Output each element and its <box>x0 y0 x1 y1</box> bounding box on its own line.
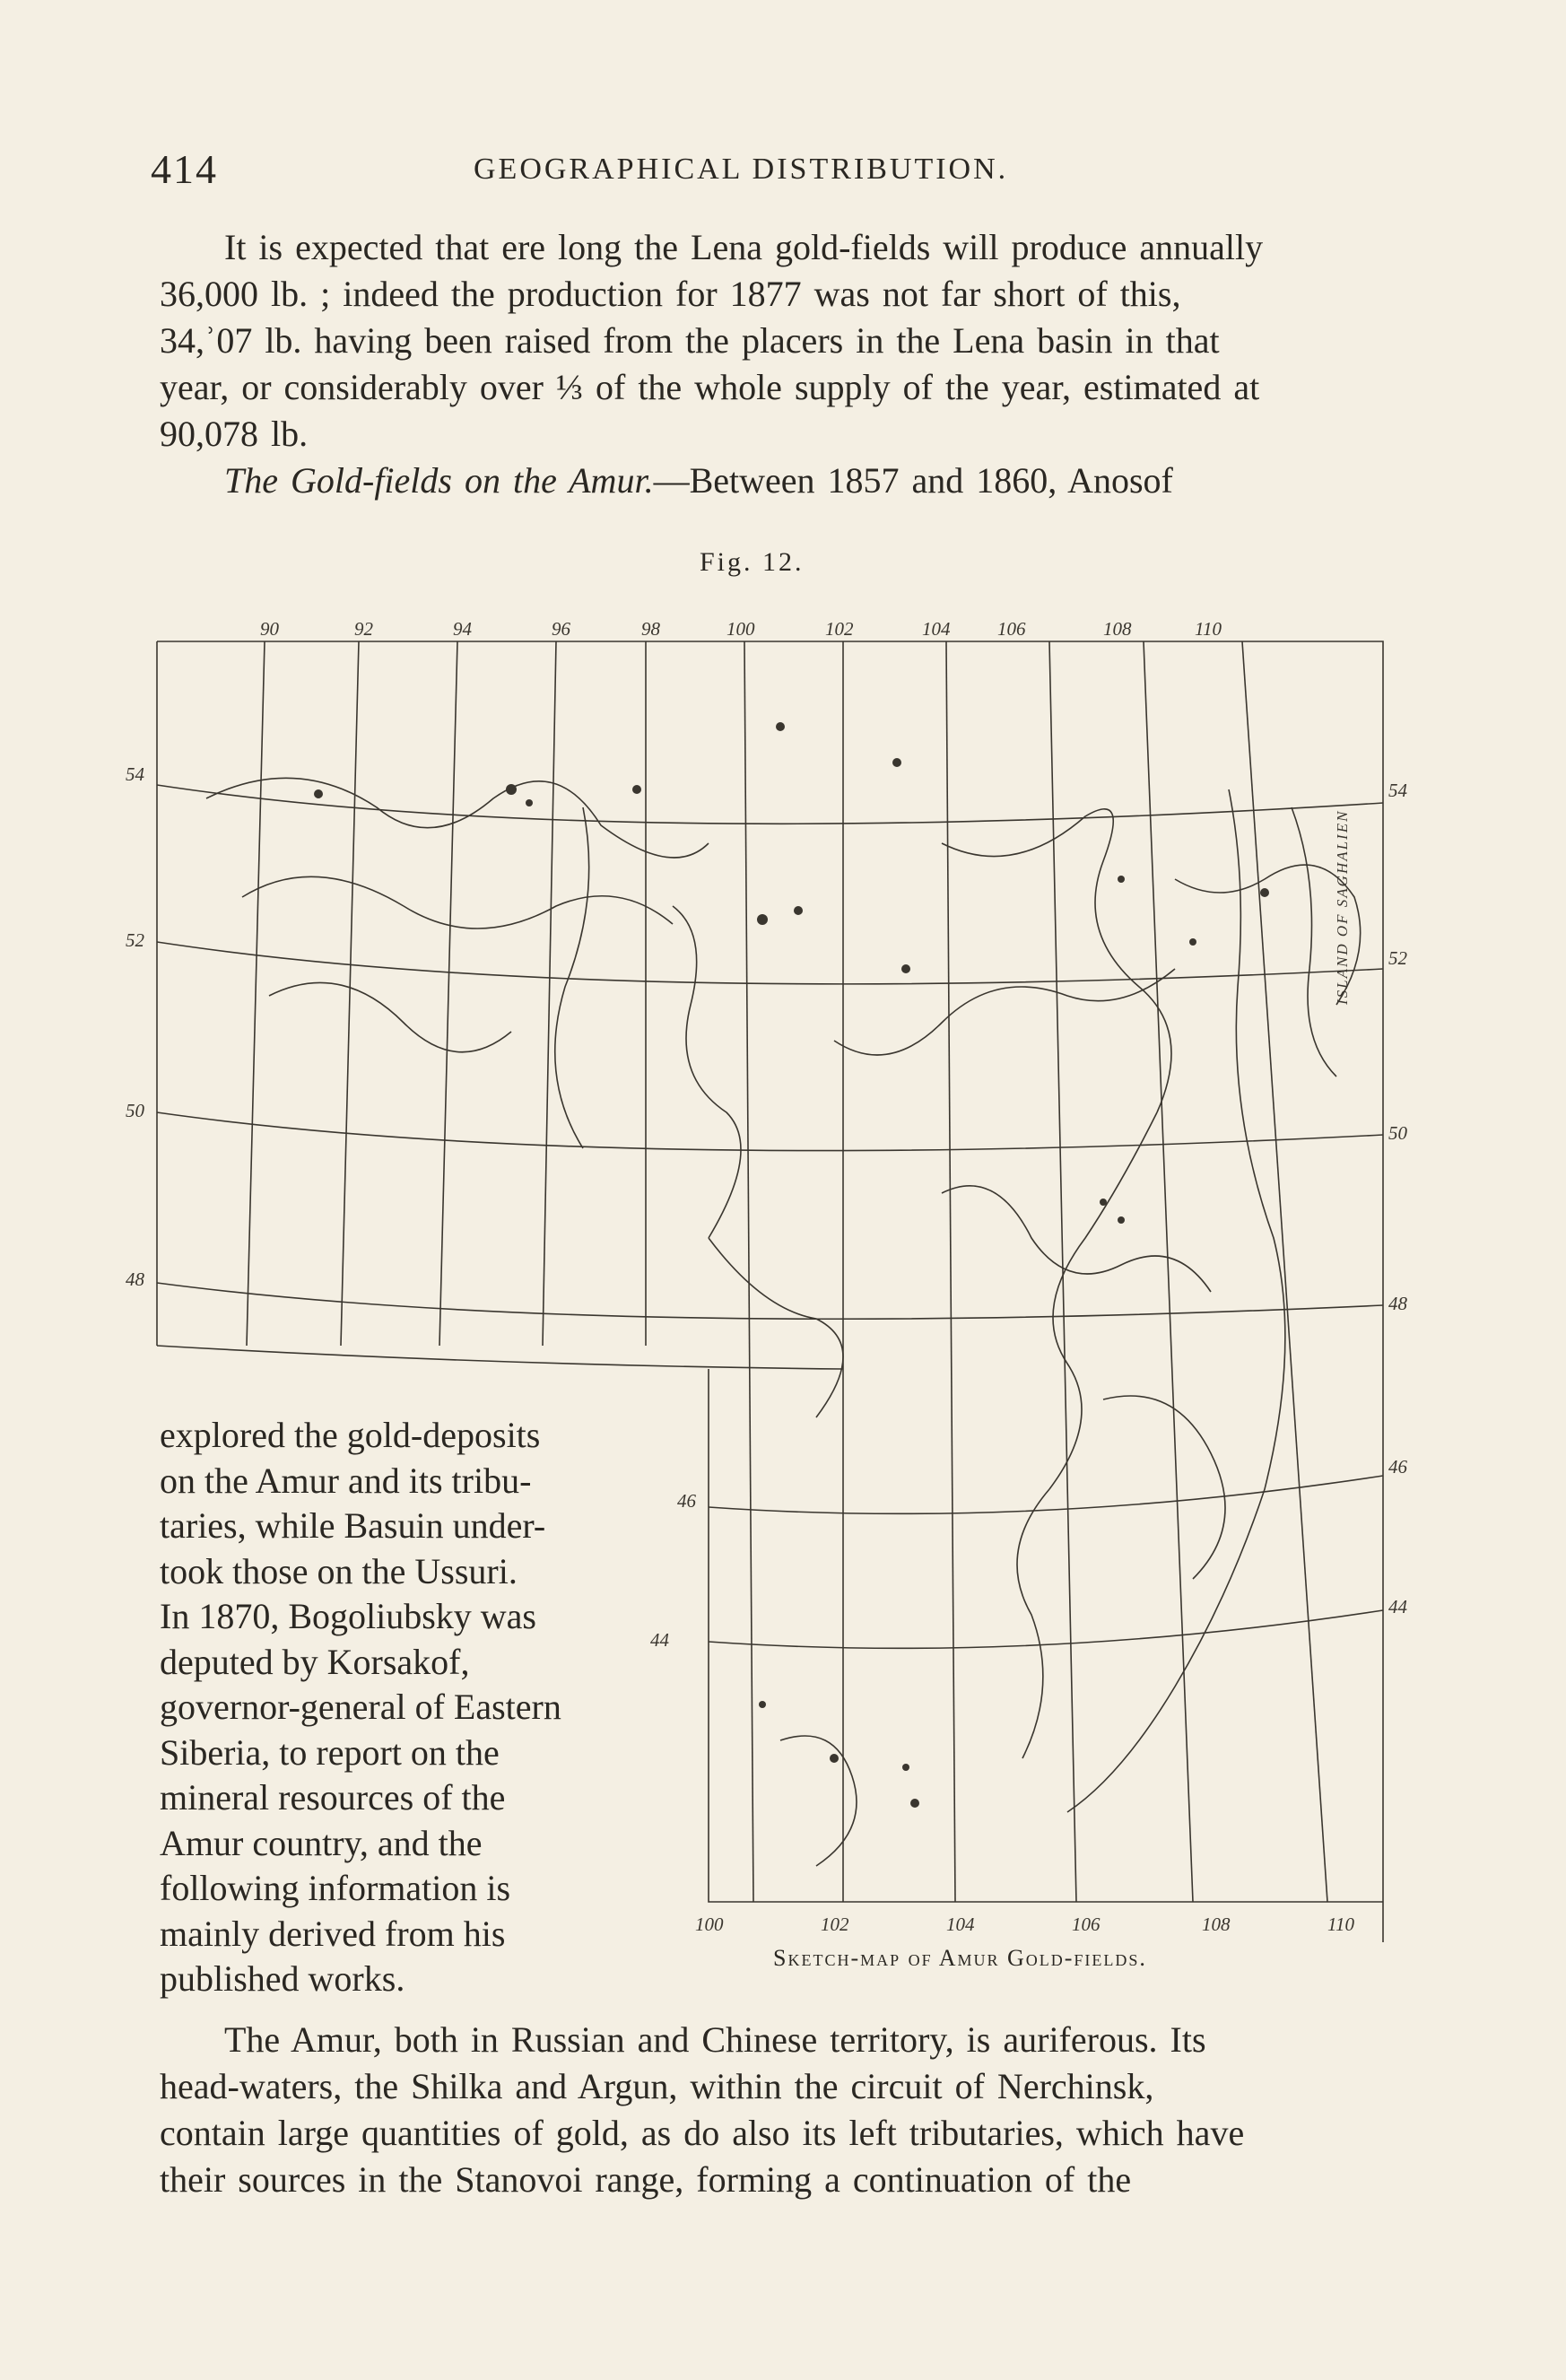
longitude-label: 94 <box>453 618 472 640</box>
latitude-label: 48 <box>1388 1293 1407 1314</box>
latitude-label: 54 <box>1388 780 1407 801</box>
paragraph-lena-goldfields <box>160 224 1379 504</box>
running-head: GEOGRAPHICAL DISTRIBUTION. <box>474 153 1009 186</box>
longitude-label: 100 <box>726 618 755 640</box>
figure-caption: Sketch-map of Amur Gold-fields. <box>773 1945 1147 1971</box>
longitude-label: 92 <box>354 618 373 640</box>
page-number: 414 <box>151 146 218 192</box>
longitude-label: 98 <box>641 618 660 640</box>
text-line: governor-general of Eastern <box>160 1687 561 1727</box>
text-line: Siberia, to report on the <box>160 1731 500 1773</box>
section-heading-italic: The Gold-fields on the Amur. <box>224 460 654 501</box>
paragraph-wrapped-beside-map <box>160 1413 613 2002</box>
longitude-label: 102 <box>821 1914 849 1935</box>
longitude-label: 110 <box>1327 1914 1354 1935</box>
latitude-label: 54 <box>126 763 144 785</box>
text-line: their sources in the Stanovoi range, forming a continuation of the <box>160 2159 1132 2200</box>
longitude-label: 106 <box>1072 1914 1101 1935</box>
longitude-label: 104 <box>922 618 951 640</box>
text-line: 34,ʾ07 lb. having been raised from the placers in the Lena basin in that <box>160 320 1220 361</box>
longitude-label: 100 <box>695 1914 724 1935</box>
text-line: on the Amur and its tribu- <box>160 1460 532 1501</box>
text-line: following information is <box>160 1868 511 1908</box>
longitude-label: 96 <box>552 618 570 640</box>
latitude-label: 46 <box>677 1490 696 1512</box>
paragraph-amur-auriferous <box>160 2017 1379 2203</box>
latitude-label: 44 <box>1388 1596 1407 1617</box>
text-line: contain large quantities of gold, as do also its left tributaries, which have <box>160 2113 1245 2153</box>
page-header <box>151 145 1381 199</box>
section-lead-text: —Between 1857 and 1860, Anosof <box>653 460 1173 501</box>
text-line: It is expected that ere long the Lena gold-fields will produce annually <box>224 227 1264 267</box>
text-line: The Amur, both in Russian and Chinese territory, is auriferous. Its <box>224 2019 1206 2060</box>
text-line: 90,078 lb. <box>160 414 309 454</box>
longitude-label: 104 <box>946 1914 975 1935</box>
text-line: took those on the Ussuri. <box>160 1550 518 1591</box>
text-line <box>160 458 1379 504</box>
latitude-label: 52 <box>1388 947 1407 969</box>
longitude-label: 102 <box>825 618 854 640</box>
text-line: In 1870, Bogoliubsky was <box>160 1596 536 1636</box>
text-line: published works. <box>160 1958 405 1999</box>
latitude-label: 46 <box>1388 1456 1407 1478</box>
longitude-label: 90 <box>260 618 279 640</box>
text-line: year, or considerably over ⅓ of the whole supply of the year, estimated at <box>160 367 1260 407</box>
longitude-label: 108 <box>1202 1914 1231 1935</box>
latitude-label: 44 <box>650 1629 669 1651</box>
latitude-label: 50 <box>126 1100 144 1121</box>
text-line: head-waters, the Shilka and Argun, within the circuit of Nerchinsk, <box>160 2066 1154 2106</box>
text-line: taries, while Basuin under- <box>160 1505 546 1546</box>
figure-label: Fig. 12. <box>700 547 805 577</box>
longitude-label: 106 <box>997 618 1026 640</box>
text-line: mineral resources of the <box>160 1777 506 1818</box>
longitude-label: 110 <box>1195 618 1222 640</box>
text-line: 36,000 lb. ; indeed the production for 1877 was not far short of this, <box>160 274 1181 314</box>
island-label: ISLAND OF SAGHALIEN <box>1334 809 1351 1005</box>
latitude-label: 48 <box>126 1268 144 1290</box>
longitude-label: 108 <box>1103 618 1132 640</box>
text-line: explored the gold-deposits <box>160 1415 541 1455</box>
text-line: deputed by Korsakof, <box>160 1641 470 1682</box>
text-line: Amur country, and the <box>160 1822 483 1863</box>
latitude-label: 50 <box>1388 1122 1407 1144</box>
text-line: mainly derived from his <box>160 1913 506 1954</box>
latitude-label: 52 <box>126 929 144 951</box>
